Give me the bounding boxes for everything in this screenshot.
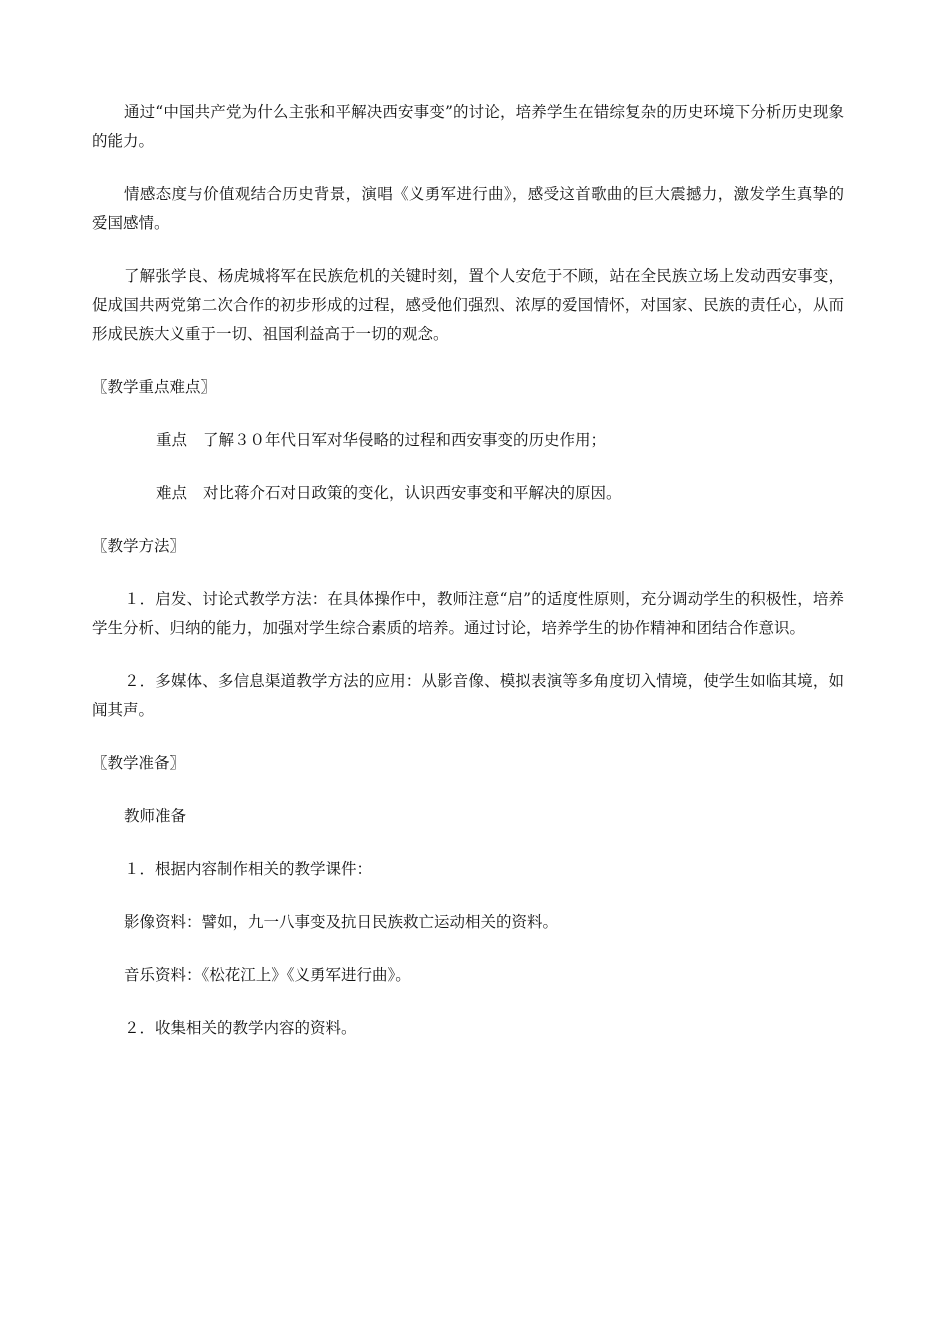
focus-term: 重点 [156, 431, 188, 449]
focus-line [92, 426, 844, 455]
preparation-item-2: ２．收集相关的教学内容的资料。 [124, 1019, 357, 1037]
difficulty-term: 难点 [156, 484, 188, 502]
method-item-1: １．启发、讨论式教学方法：在具体操作中，教师注意“启”的适度性原则，充分调动学生的积极性，培养学生分析、归纳的能力，加强对学生综合素质的培养。通过讨论，培养学生的协作精神和团结合作意识。 [92, 590, 844, 637]
music-materials: 音乐资料：《松花江上》《义勇军进行曲》。 [124, 966, 411, 984]
document-page [92, 98, 844, 1067]
paragraph-discussion-ability: 通过“中国共产党为什么主张和平解决西安事变”的讨论，培养学生在错综复杂的历史环境下分析历史现象的能力。 [92, 103, 844, 150]
section-heading-preparation: 〖教学准备〗 [92, 754, 186, 772]
method-item-2: ２．多媒体、多信息渠道教学方法的应用：从影音像、模拟表演等多角度切入情境，使学生如临其境，如闻其声。 [92, 672, 844, 719]
video-materials: 影像资料：譬如，九一八事变及抗日民族救亡运动相关的资料。 [124, 913, 559, 931]
paragraph-emotion-values: 情感态度与价值观结合历史背景，演唱《义勇军进行曲》，感受这首歌曲的巨大震撼力，激发学生真挚的爱国感情。 [92, 185, 844, 232]
focus-text: 了解３０年代日军对华侵略的过程和西安事变的历史作用； [203, 431, 607, 449]
section-heading-key-points: 〖教学重点难点〗 [92, 378, 217, 396]
teacher-preparation-label: 教师准备 [124, 807, 187, 825]
preparation-item-1: １．根据内容制作相关的教学课件： [124, 860, 373, 878]
section-heading-methods: 〖教学方法〗 [92, 537, 186, 555]
difficulty-line [92, 479, 844, 508]
paragraph-xian-incident: 了解张学良、杨虎城将军在民族危机的关键时刻，置个人安危于不顾，站在全民族立场上发动西安事变，促成国共两党第二次合作的初步形成的过程，感受他们强烈、浓厚的爱国情怀，对国家、民族的责任心，从而形成民族大义重于一切、祖国利益高于一切的观念。 [92, 267, 844, 343]
difficulty-text: 对比蒋介石对日政策的变化，认识西安事变和平解决的原因。 [203, 484, 622, 502]
